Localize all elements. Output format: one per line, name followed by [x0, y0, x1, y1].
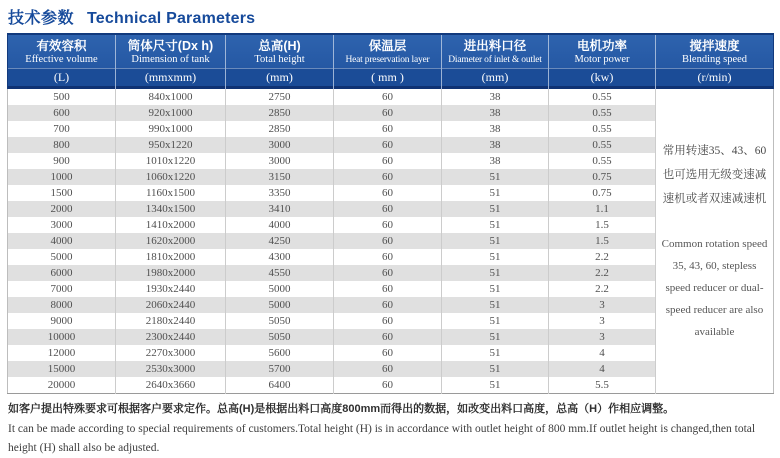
column-header-en-label: Blending speed — [681, 54, 748, 65]
table-cell: 4 — [549, 345, 656, 361]
table-cell: 51 — [442, 377, 549, 394]
column-header-en-label: Heat preservation layer — [345, 55, 430, 65]
column-header-1 — [8, 34, 116, 89]
table-cell: 1000 — [8, 169, 116, 185]
table-cell: 6000 — [8, 265, 116, 281]
column-header-unit-label: (mm) — [226, 68, 333, 89]
table-cell: 3 — [549, 313, 656, 329]
table-cell: 3150 — [226, 169, 334, 185]
table-cell: 60 — [334, 313, 442, 329]
table-cell: 60 — [334, 217, 442, 233]
table-cell: 51 — [442, 169, 549, 185]
table-cell: 0.75 — [549, 185, 656, 201]
table-cell: 38 — [442, 121, 549, 137]
table-cell: 60 — [334, 169, 442, 185]
table-cell: 8000 — [8, 297, 116, 313]
page-title — [8, 5, 773, 28]
table-row — [8, 89, 774, 105]
table-cell: 51 — [442, 329, 549, 345]
table-cell: 51 — [442, 185, 549, 201]
table-cell: 1160x1500 — [116, 185, 226, 201]
table-cell: 4 — [549, 361, 656, 377]
blending-speed-note-cell — [656, 89, 774, 394]
table-cell: 51 — [442, 345, 549, 361]
table-cell: 1060x1220 — [116, 169, 226, 185]
table-cell: 920x1000 — [116, 105, 226, 121]
table-cell: 0.55 — [549, 89, 656, 105]
table-cell: 60 — [334, 265, 442, 281]
table-cell: 7000 — [8, 281, 116, 297]
table-cell: 60 — [334, 137, 442, 153]
table-cell: 12000 — [8, 345, 116, 361]
table-cell: 51 — [442, 249, 549, 265]
table-cell: 1.5 — [549, 217, 656, 233]
table-cell: 5000 — [8, 249, 116, 265]
column-header-cn-label: 保温层 — [368, 39, 407, 53]
table-cell: 950x1220 — [116, 137, 226, 153]
table-cell: 1340x1500 — [116, 201, 226, 217]
table-cell: 1930x2440 — [116, 281, 226, 297]
column-header-unit-label: (mmxmm) — [116, 68, 225, 89]
table-header-row — [8, 34, 774, 89]
column-header-3 — [226, 34, 334, 89]
table-cell: 60 — [334, 185, 442, 201]
page-title-en: Technical Parameters — [87, 10, 256, 27]
table-cell: 60 — [334, 377, 442, 394]
table-cell: 1980x2000 — [116, 265, 226, 281]
table-cell: 4000 — [226, 217, 334, 233]
table-cell: 3000 — [226, 137, 334, 153]
table-cell: 38 — [442, 105, 549, 121]
column-header-cn-label: 筒体尺寸(Dx h) — [127, 39, 214, 53]
table-cell: 5000 — [226, 281, 334, 297]
column-header-cn-label: 电机功率 — [576, 39, 627, 53]
table-cell: 51 — [442, 233, 549, 249]
table-cell: 15000 — [8, 361, 116, 377]
table-cell: 5050 — [226, 313, 334, 329]
table-cell: 700 — [8, 121, 116, 137]
table-cell: 60 — [334, 329, 442, 345]
table-cell: 600 — [8, 105, 116, 121]
table-cell: 9000 — [8, 313, 116, 329]
table-cell: 1500 — [8, 185, 116, 201]
table-cell: 2850 — [226, 121, 334, 137]
column-header-cn-label: 进出料口径 — [463, 39, 527, 53]
table-cell: 2270x3000 — [116, 345, 226, 361]
table-cell: 38 — [442, 153, 549, 169]
table-cell: 51 — [442, 217, 549, 233]
table-cell: 51 — [442, 281, 549, 297]
column-header-en-label: Dimension of tank — [131, 54, 210, 65]
table-cell: 0.55 — [549, 153, 656, 169]
column-header-5 — [442, 34, 549, 89]
column-header-4 — [334, 34, 442, 89]
page-title-cn: 技术参数 — [8, 10, 75, 27]
table-cell: 2060x2440 — [116, 297, 226, 313]
column-header-2 — [116, 34, 226, 89]
table-cell: 51 — [442, 201, 549, 217]
table-cell: 2750 — [226, 89, 334, 105]
table-cell: 3000 — [226, 153, 334, 169]
table-cell: 840x1000 — [116, 89, 226, 105]
table-cell: 2.2 — [549, 265, 656, 281]
table-cell: 5.5 — [549, 377, 656, 394]
table-cell: 4000 — [8, 233, 116, 249]
table-cell: 38 — [442, 137, 549, 153]
blending-speed-note-cn: 常用转速35、43、60也可选用无级变速减速机或者双速减速机 — [662, 145, 767, 205]
column-header-cn-label: 有效容积 — [36, 39, 87, 53]
table-cell: 900 — [8, 153, 116, 169]
table-cell: 51 — [442, 313, 549, 329]
table-cell: 6400 — [226, 377, 334, 394]
column-header-unit-label: (r/min) — [656, 68, 773, 89]
table-cell: 1620x2000 — [116, 233, 226, 249]
column-header-7 — [656, 34, 774, 89]
table-cell: 2300x2440 — [116, 329, 226, 345]
table-cell: 0.75 — [549, 169, 656, 185]
table-cell: 800 — [8, 137, 116, 153]
column-header-unit-label: (mm) — [442, 68, 548, 89]
table-cell: 3 — [549, 329, 656, 345]
table-cell: 1810x2000 — [116, 249, 226, 265]
parameters-table — [7, 33, 774, 394]
table-cell: 3410 — [226, 201, 334, 217]
table-cell: 60 — [334, 201, 442, 217]
column-header-6 — [549, 34, 656, 89]
column-header-en-label: Motor power — [574, 54, 630, 65]
table-cell: 990x1000 — [116, 121, 226, 137]
table-cell: 60 — [334, 345, 442, 361]
table-cell: 4250 — [226, 233, 334, 249]
column-header-unit-label: (L) — [8, 68, 115, 89]
table-cell: 51 — [442, 297, 549, 313]
table-cell: 51 — [442, 265, 549, 281]
table-cell: 1.5 — [549, 233, 656, 249]
table-cell: 1.1 — [549, 201, 656, 217]
column-header-en-label: Total height — [254, 54, 305, 65]
table-cell: 60 — [334, 249, 442, 265]
table-cell: 2.2 — [549, 281, 656, 297]
column-header-en-label: Effective volume — [25, 54, 98, 65]
column-header-cn-label: 搅拌速度 — [689, 39, 740, 53]
table-cell: 2.2 — [549, 249, 656, 265]
table-cell: 5050 — [226, 329, 334, 345]
table-cell: 2640x3660 — [116, 377, 226, 394]
footer-note — [8, 401, 773, 458]
footer-note-cn: 如客户提出特殊要求可根据客户要求定作。总高(H)是根据出料口高度800mm而得出的数据，如改变出料口高度，总高（H）作相应调整。 — [8, 403, 675, 415]
table-cell: 1410x2000 — [116, 217, 226, 233]
table-cell: 5700 — [226, 361, 334, 377]
column-header-unit-label: ( mm ) — [334, 68, 441, 89]
table-cell: 2180x2440 — [116, 313, 226, 329]
table-cell: 4550 — [226, 265, 334, 281]
table-cell: 2530x3000 — [116, 361, 226, 377]
table-cell: 60 — [334, 361, 442, 377]
table-cell: 60 — [334, 281, 442, 297]
table-cell: 38 — [442, 89, 549, 105]
table-cell: 0.55 — [549, 105, 656, 121]
table-cell: 0.55 — [549, 137, 656, 153]
table-cell: 60 — [334, 105, 442, 121]
table-cell: 20000 — [8, 377, 116, 394]
footer-note-en: It can be made according to special requirements of customers.Total height (H) is in accordance with outlet height of 800 mm.If outlet height is changed,then total height (H) shall also be adjusted. — [8, 423, 756, 454]
column-header-unit-label: (kw) — [549, 68, 655, 89]
blending-speed-note-en: Common rotation speed 35, 43, 60, stepless speed reducer or dual-speed reducer are also available — [661, 238, 768, 338]
column-header-cn-label: 总高(H) — [258, 39, 301, 53]
table-cell: 10000 — [8, 329, 116, 345]
table-cell: 2000 — [8, 201, 116, 217]
table-cell: 0.55 — [549, 121, 656, 137]
table-cell: 3350 — [226, 185, 334, 201]
table-cell: 1010x1220 — [116, 153, 226, 169]
table-cell: 500 — [8, 89, 116, 105]
table-cell: 60 — [334, 233, 442, 249]
column-header-en-label: Diameter of inlet & outlet — [448, 55, 542, 65]
table-cell: 51 — [442, 361, 549, 377]
table-cell: 4300 — [226, 249, 334, 265]
table-cell: 5600 — [226, 345, 334, 361]
table-cell: 3 — [549, 297, 656, 313]
table-cell: 2850 — [226, 105, 334, 121]
table-cell: 5000 — [226, 297, 334, 313]
table-cell: 60 — [334, 297, 442, 313]
table-cell: 60 — [334, 121, 442, 137]
table-cell: 3000 — [8, 217, 116, 233]
table-cell: 60 — [334, 153, 442, 169]
table-cell: 60 — [334, 89, 442, 105]
